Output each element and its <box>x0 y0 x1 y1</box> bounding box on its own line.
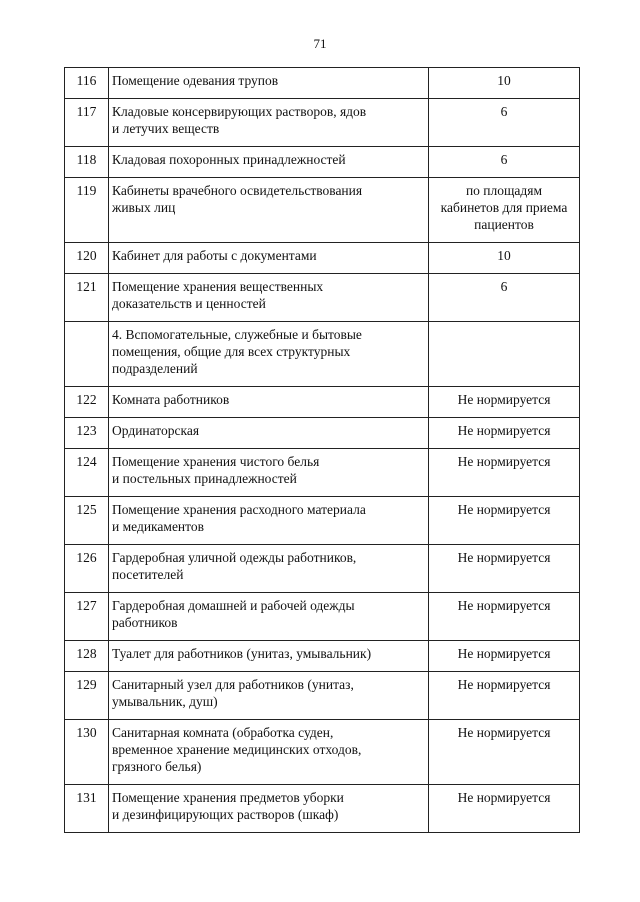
row-number-cell: 131 <box>65 785 109 833</box>
area-norm-cell: 6 <box>429 147 580 178</box>
area-norm-cell: Не нормируется <box>429 720 580 785</box>
premises-table <box>64 67 580 833</box>
row-number-cell: 127 <box>65 593 109 641</box>
row-number-cell: 116 <box>65 68 109 99</box>
area-norm-cell: по площадям кабинетов для приема пациентов <box>429 178 580 243</box>
room-name-cell: 4. Вспомогательные, служебные и бытовые помещения, общие для всех структурных подразделений <box>109 322 429 387</box>
area-norm-cell: Не нормируется <box>429 545 580 593</box>
row-number-cell: 119 <box>65 178 109 243</box>
room-name-cell: Помещение хранения расходного материала и медикаментов <box>109 497 429 545</box>
page-number: 71 <box>313 36 327 51</box>
table-row <box>65 243 580 274</box>
table-row <box>65 593 580 641</box>
row-number-cell: 126 <box>65 545 109 593</box>
row-number-cell: 124 <box>65 449 109 497</box>
table-row <box>65 68 580 99</box>
room-name-cell: Гардеробная домашней и рабочей одежды работников <box>109 593 429 641</box>
room-name-cell: Помещение одевания трупов <box>109 68 429 99</box>
room-name-cell: Кладовая похоронных принадлежностей <box>109 147 429 178</box>
area-norm-cell: Не нормируется <box>429 593 580 641</box>
area-norm-cell: 10 <box>429 68 580 99</box>
room-name-cell: Кабинеты врачебного освидетельствования живых лиц <box>109 178 429 243</box>
table-row <box>65 147 580 178</box>
row-number-cell: 129 <box>65 672 109 720</box>
row-number-cell: 118 <box>65 147 109 178</box>
row-number-cell: 130 <box>65 720 109 785</box>
row-number-cell: 125 <box>65 497 109 545</box>
table-row <box>65 672 580 720</box>
row-number-cell: 121 <box>65 274 109 322</box>
table-row <box>65 99 580 147</box>
room-name-cell: Санитарный узел для работников (унитаз, умывальник, душ) <box>109 672 429 720</box>
room-name-cell: Кладовые консервирующих растворов, ядов и летучих веществ <box>109 99 429 147</box>
row-number-cell: 120 <box>65 243 109 274</box>
table-row <box>65 418 580 449</box>
area-norm-cell: 6 <box>429 99 580 147</box>
area-norm-cell: Не нормируется <box>429 418 580 449</box>
table-row <box>65 387 580 418</box>
table-row <box>65 641 580 672</box>
area-norm-cell: Не нормируется <box>429 387 580 418</box>
row-number-cell <box>65 322 109 387</box>
row-number-cell: 117 <box>65 99 109 147</box>
row-number-cell: 128 <box>65 641 109 672</box>
row-number-cell: 123 <box>65 418 109 449</box>
room-name-cell: Кабинет для работы с документами <box>109 243 429 274</box>
table-row <box>65 449 580 497</box>
room-name-cell: Гардеробная уличной одежды работников, посетителей <box>109 545 429 593</box>
room-name-cell: Ординаторская <box>109 418 429 449</box>
area-norm-cell <box>429 322 580 387</box>
table-row <box>65 322 580 387</box>
table-row <box>65 545 580 593</box>
room-name-cell: Санитарная комната (обработка суден, временное хранение медицинских отходов, грязного белья) <box>109 720 429 785</box>
area-norm-cell: Не нормируется <box>429 672 580 720</box>
room-name-cell: Помещение хранения вещественных доказательств и ценностей <box>109 274 429 322</box>
room-name-cell: Помещение хранения чистого белья и постельных принадлежностей <box>109 449 429 497</box>
table-row <box>65 720 580 785</box>
area-norm-cell: Не нормируется <box>429 641 580 672</box>
table-row <box>65 178 580 243</box>
area-norm-cell: Не нормируется <box>429 785 580 833</box>
table-row <box>65 274 580 322</box>
room-name-cell: Помещение хранения предметов уборки и дезинфицирующих растворов (шкаф) <box>109 785 429 833</box>
room-name-cell: Туалет для работников (унитаз, умывальник) <box>109 641 429 672</box>
area-norm-cell: Не нормируется <box>429 449 580 497</box>
room-name-cell: Комната работников <box>109 387 429 418</box>
table-row <box>65 497 580 545</box>
row-number-cell: 122 <box>65 387 109 418</box>
area-norm-cell: 10 <box>429 243 580 274</box>
table-body <box>65 68 580 833</box>
area-norm-cell: 6 <box>429 274 580 322</box>
table-row <box>65 785 580 833</box>
area-norm-cell: Не нормируется <box>429 497 580 545</box>
